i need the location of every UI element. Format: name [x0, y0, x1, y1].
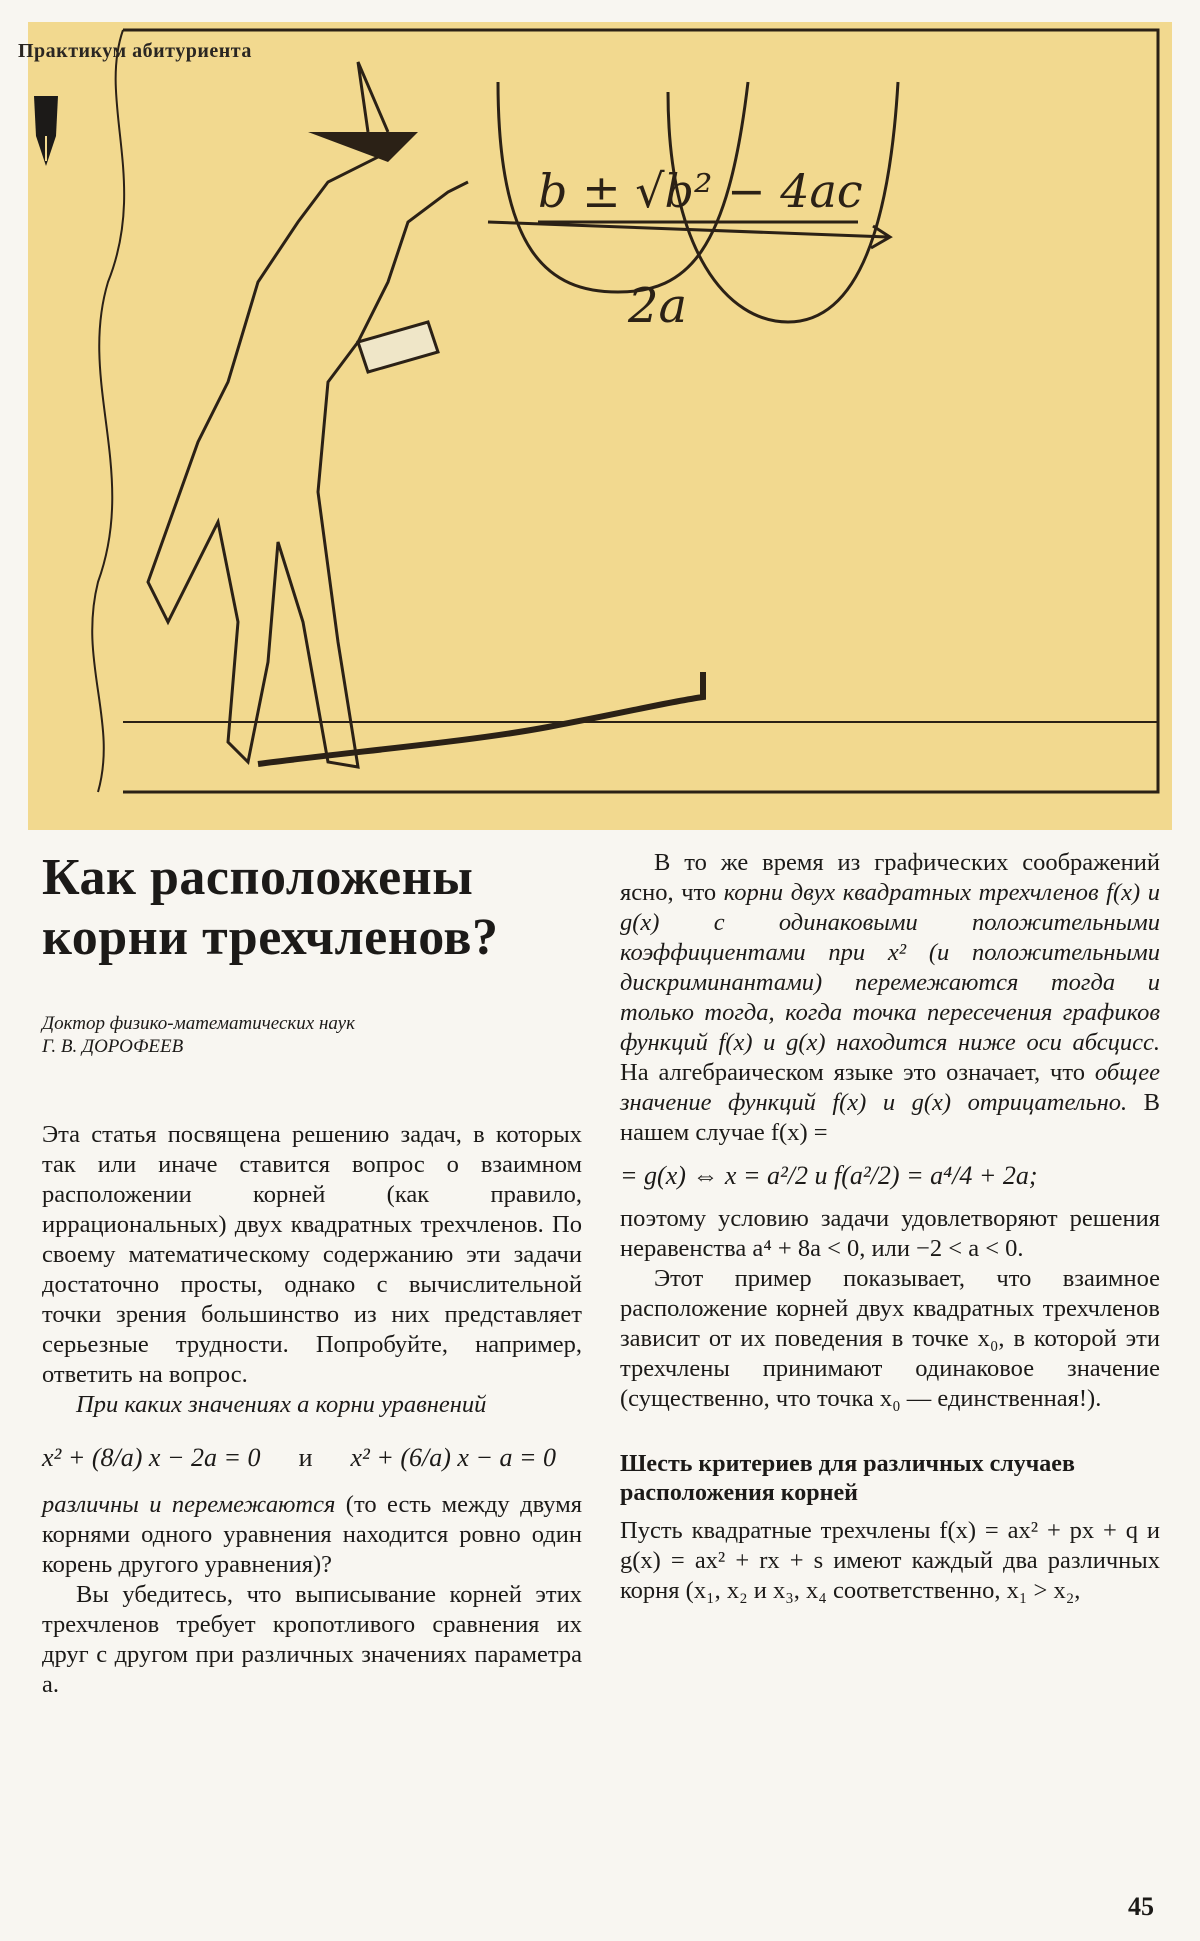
board-formula-text: b ± √b² − 4ac [538, 164, 863, 218]
remark-paragraph: Вы убедитесь, что выписывание корней этих трехчленов требует кропотливого сравнения их друг с другом при различных значениях параметра a. [42, 1581, 582, 1698]
cartoon-illustration [28, 22, 1172, 830]
left-column [42, 848, 582, 1700]
article-title: Как расположены корни трехчленов? [42, 849, 499, 966]
graphical-claim-2: общее значение функций f(x) и g(x) отрицательно. [620, 1059, 1160, 1116]
condition-italic: различны и перемежаются [42, 1491, 336, 1518]
author-name: Г. В. ДОРОФЕЕВ [42, 1036, 184, 1057]
graphical-intro: В то же время из графических соображений ясно, что [620, 849, 1160, 906]
graphical-mid: На алгебраическом языке это означает, что [620, 1059, 1095, 1086]
equation-left: x² + (8/a) x − 2a = 0 [42, 1443, 261, 1472]
setup-paragraph: Пусть квадратные трехчлены f(x) = ax² + px + q и g(x) = ax² + rx + s имеют каждый два различных корня (x₁, x₂ и x₃, x₄ соответственно, x₁ > x₂, [620, 1517, 1160, 1604]
board-denominator-text: 2a [628, 278, 688, 334]
equation-conjunction: и [298, 1443, 313, 1472]
inequality-paragraph: поэтому условию задачи удовлетворяют решения неравенства a⁴ + 8a < 0, или −2 < a < 0. [620, 1205, 1160, 1262]
page-number: 45 [1128, 1892, 1154, 1921]
right-column [620, 848, 1160, 1606]
graphical-argument-paragraph [620, 848, 1160, 1148]
equations-pair [42, 1438, 582, 1478]
chalkboard-drawing [28, 22, 1172, 830]
section-subheading: Шесть критериев для различных случаев расположения корней [620, 1451, 1075, 1506]
equation-right: x² + (6/a) x − a = 0 [350, 1443, 557, 1472]
author-degree: Доктор физико-математических наук [42, 1013, 355, 1034]
author-credit [42, 1012, 582, 1058]
intro-paragraph: Эта статья посвящена решению задач, в которых так или иначе ставится вопрос о взаимном расположении корней (как правило, иррациональных) двух квадратных трехчленов. По своему математическому содержанию эти задачи достаточно просты, однако с вычислительной точки зрения большинство из них представляет серьезные трудности. Попробуйте, например, ответить на вопрос. [42, 1121, 582, 1388]
example-conclusion-paragraph: Этот пример показывает, что взаимное расположение корней двух квадратных трехчленов зависит от их поведения в точке x₀, в которой эти трехчлены принимают одинаковое значение (существенно, что точка x₀ — единственная!). [620, 1265, 1160, 1412]
intersection-equation: = g(x) ⇔ x = a²/2 и f(a²/2) = a⁴/4 + 2a; [620, 1161, 1038, 1190]
condition-rest: (то есть между двумя корнями одного уравнения находится ровно один корень другого уравнения)? [42, 1491, 582, 1578]
graphical-end: В нашем случае f(x) = [620, 1089, 1160, 1146]
section-label: Практикум абитуриента [18, 40, 252, 62]
fountain-pen-icon [26, 76, 66, 176]
question-paragraph: При каких значениях a корни уравнений [76, 1391, 487, 1418]
condition-paragraph [42, 1490, 582, 1580]
graphical-claim: корни двух квадратных трехчленов f(x) и g(x) с одинаковыми положительными коэффициентами при x² (и положительными дискриминантами) перемежаются тогда и только тогда, когда точка пересечения графиков функций f(x) и g(x) находится ниже оси абсцисс. [620, 879, 1160, 1056]
